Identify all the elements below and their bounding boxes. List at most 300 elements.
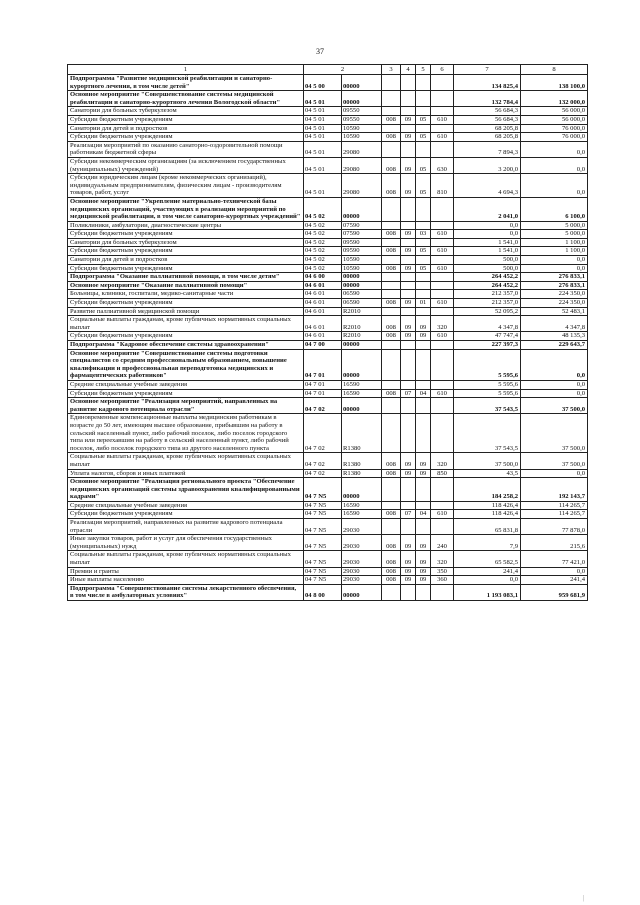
cell-name: Социальные выплаты гражданам, кроме публичных нормативных социальных выплат: [68, 316, 304, 332]
cell-section: 09: [401, 453, 416, 469]
table-row: [68, 551, 588, 567]
table-row: [68, 91, 588, 107]
cell-subsection: 03: [416, 230, 431, 239]
cell-amount-2022: 0,0: [521, 380, 588, 389]
cell-grbs: 008: [382, 299, 401, 308]
cell-subsection: [416, 414, 431, 453]
cell-expense-type: [431, 501, 454, 510]
cell-expense-type: [431, 107, 454, 116]
cell-section: [401, 341, 416, 350]
table-row: [68, 332, 588, 341]
cell-amount-2021: 4 694,3: [454, 174, 521, 198]
cell-amount-2021: 1 541,0: [454, 238, 521, 247]
table-row: [68, 510, 588, 519]
cell-expense-type: [431, 398, 454, 414]
cell-expense-type: [431, 197, 454, 221]
cell-expense-type: [431, 238, 454, 247]
cell-amount-2021: 1 193 083,1: [454, 584, 521, 600]
cell-amount-2022: 5 000,0: [521, 230, 588, 239]
cell-direction-code: 29030: [342, 576, 382, 585]
cell-amount-2022: 959 681,9: [521, 584, 588, 600]
cell-name: Реализация мероприятий, направленных на развитие кадрового потенциала отрасли: [68, 519, 304, 535]
cell-program-code: 04 7 01: [304, 389, 342, 398]
cell-program-code: 04 5 02: [304, 197, 342, 221]
cell-section: 09: [401, 115, 416, 124]
cell-section: [401, 398, 416, 414]
cell-direction-code: 29080: [342, 157, 382, 173]
cell-amount-2021: 264 452,2: [454, 281, 521, 290]
cell-name: Подпрограмма "Кадровое обеспечение системы здравоохранения": [68, 341, 304, 350]
cell-section: 09: [401, 299, 416, 308]
table-row: [68, 414, 588, 453]
cell-program-code: 04 6 00: [304, 273, 342, 282]
header-cell: 1: [68, 65, 304, 75]
cell-amount-2022: 0,0: [521, 174, 588, 198]
cell-section: 09: [401, 535, 416, 551]
cell-direction-code: 00000: [342, 478, 382, 502]
table-row: [68, 197, 588, 221]
cell-amount-2021: 264 452,2: [454, 273, 521, 282]
header-cell: 4: [401, 65, 416, 75]
cell-section: [401, 519, 416, 535]
cell-amount-2021: 56 684,3: [454, 107, 521, 116]
cell-name: Субсидии некоммерческим организациям (за исключением государственных (муниципальных) учреждений): [68, 157, 304, 173]
cell-amount-2021: 0,0: [454, 576, 521, 585]
cell-expense-type: 240: [431, 535, 454, 551]
cell-direction-code: 29080: [342, 141, 382, 157]
cell-amount-2022: 37 500,0: [521, 453, 588, 469]
cell-amount-2022: 229 643,7: [521, 341, 588, 350]
table-row: [68, 535, 588, 551]
cell-program-code: 04 7 00: [304, 341, 342, 350]
cell-program-code: 04 7 01: [304, 380, 342, 389]
table-row: [68, 478, 588, 502]
cell-program-code: 04 6 01: [304, 316, 342, 332]
cell-direction-code: 00000: [342, 341, 382, 350]
cell-amount-2021: 56 684,3: [454, 115, 521, 124]
cell-program-code: 04 5 01: [304, 157, 342, 173]
cell-section: [401, 124, 416, 133]
cell-section: [401, 380, 416, 389]
cell-name: Основное мероприятие "Совершенствование системы медицинской реабилитации и санаторно-курортного лечения Вологодской области": [68, 91, 304, 107]
table-row: [68, 349, 588, 380]
cell-amount-2021: 134 825,4: [454, 75, 521, 91]
cell-amount-2021: 132 784,4: [454, 91, 521, 107]
cell-amount-2022: 114 265,7: [521, 501, 588, 510]
cell-direction-code: R1380: [342, 469, 382, 478]
cell-amount-2022: 276 833,1: [521, 281, 588, 290]
cell-grbs: [382, 341, 401, 350]
cell-name: Субсидии бюджетным учреждениям: [68, 510, 304, 519]
cell-name: Развитие паллиативной медицинской помощи: [68, 307, 304, 316]
cell-name: Социальные выплаты гражданам, кроме публичных нормативных социальных выплат: [68, 453, 304, 469]
cell-amount-2021: 7 894,3: [454, 141, 521, 157]
cell-program-code: 04 5 01: [304, 115, 342, 124]
cell-grbs: [382, 307, 401, 316]
cell-grbs: 008: [382, 535, 401, 551]
cell-amount-2022: 76 000,0: [521, 133, 588, 142]
table-row: [68, 316, 588, 332]
cell-amount-2021: 3 200,0: [454, 157, 521, 173]
cell-expense-type: 320: [431, 551, 454, 567]
cell-direction-code: 06590: [342, 290, 382, 299]
cell-section: 09: [401, 567, 416, 576]
cell-name: Реализация мероприятий по оказанию санаторно-оздоровительной помощи работникам бюджетной сферы: [68, 141, 304, 157]
cell-program-code: 04 7 N5: [304, 576, 342, 585]
cell-subsection: 05: [416, 247, 431, 256]
cell-grbs: [382, 290, 401, 299]
cell-amount-2021: 7,9: [454, 535, 521, 551]
cell-program-code: 04 5 02: [304, 264, 342, 273]
cell-expense-type: 610: [431, 230, 454, 239]
cell-grbs: [382, 75, 401, 91]
cell-direction-code: 16590: [342, 501, 382, 510]
cell-subsection: [416, 478, 431, 502]
cell-name: Основное мероприятие "Оказание паллиативной помощи": [68, 281, 304, 290]
cell-program-code: 04 7 N5: [304, 519, 342, 535]
cell-amount-2022: 0,0: [521, 141, 588, 157]
cell-amount-2021: 241,4: [454, 567, 521, 576]
cell-name: Больницы, клиники, госпитали, медико-санитарные части: [68, 290, 304, 299]
cell-subsection: [416, 197, 431, 221]
cell-name: Уплата налогов, сборов и иных платежей: [68, 469, 304, 478]
cell-section: [401, 414, 416, 453]
cell-program-code: 04 5 01: [304, 133, 342, 142]
cell-expense-type: [431, 349, 454, 380]
cell-grbs: 008: [382, 230, 401, 239]
cell-grbs: [382, 584, 401, 600]
cell-section: [401, 221, 416, 230]
cell-name: Субсидии бюджетным учреждениям: [68, 247, 304, 256]
cell-direction-code: 00000: [342, 197, 382, 221]
cell-direction-code: 06590: [342, 299, 382, 308]
cell-subsection: [416, 238, 431, 247]
cell-expense-type: [431, 256, 454, 265]
cell-expense-type: [431, 584, 454, 600]
cell-expense-type: 610: [431, 389, 454, 398]
cell-amount-2021: 65 582,5: [454, 551, 521, 567]
cell-amount-2022: 77 421,0: [521, 551, 588, 567]
cell-direction-code: 07590: [342, 230, 382, 239]
cell-section: [401, 107, 416, 116]
cell-amount-2022: 215,6: [521, 535, 588, 551]
cell-program-code: 04 5 00: [304, 75, 342, 91]
cell-grbs: [382, 273, 401, 282]
cell-name: Премии и гранты: [68, 567, 304, 576]
cell-amount-2021: 227 397,3: [454, 341, 521, 350]
cell-amount-2022: 0,0: [521, 256, 588, 265]
cell-program-code: 04 5 02: [304, 256, 342, 265]
cell-direction-code: 00000: [342, 75, 382, 91]
cell-program-code: 04 6 01: [304, 307, 342, 316]
cell-amount-2021: 500,0: [454, 256, 521, 265]
cell-direction-code: 29080: [342, 174, 382, 198]
cell-amount-2022: 37 500,0: [521, 414, 588, 453]
cell-direction-code: 09590: [342, 238, 382, 247]
cell-program-code: 04 5 02: [304, 247, 342, 256]
cell-grbs: [382, 221, 401, 230]
cell-subsection: 09: [416, 453, 431, 469]
cell-subsection: [416, 107, 431, 116]
cell-grbs: 008: [382, 469, 401, 478]
cell-grbs: [382, 414, 401, 453]
cell-amount-2022: 48 135,3: [521, 332, 588, 341]
cell-section: [401, 478, 416, 502]
cell-name: Иные выплаты населению: [68, 576, 304, 585]
cell-amount-2022: 0,0: [521, 264, 588, 273]
header-cell: 6: [431, 65, 454, 75]
cell-amount-2021: 68 205,8: [454, 124, 521, 133]
cell-direction-code: 16590: [342, 380, 382, 389]
cell-direction-code: 10590: [342, 133, 382, 142]
cell-amount-2022: 241,4: [521, 576, 588, 585]
table-row: [68, 256, 588, 265]
cell-amount-2022: 0,0: [521, 157, 588, 173]
cell-section: 07: [401, 510, 416, 519]
table-row: [68, 281, 588, 290]
cell-section: [401, 273, 416, 282]
cell-section: 09: [401, 230, 416, 239]
cell-name: Субсидии бюджетным учреждениям: [68, 332, 304, 341]
cell-subsection: 01: [416, 299, 431, 308]
cell-amount-2021: 37 543,5: [454, 414, 521, 453]
cell-section: [401, 75, 416, 91]
table-row: [68, 264, 588, 273]
cell-direction-code: 29030: [342, 519, 382, 535]
cell-amount-2022: 56 000,0: [521, 107, 588, 116]
cell-section: 07: [401, 389, 416, 398]
cell-name: Субсидии юридическим лицам (кроме некоммерческих организаций), индивидуальным предпринимателям, физическим лицам - производителям товаров, работ, услуг: [68, 174, 304, 198]
cell-expense-type: [431, 478, 454, 502]
cell-name: Санатории для больных туберкулезом: [68, 107, 304, 116]
cell-subsection: 09: [416, 551, 431, 567]
cell-section: [401, 349, 416, 380]
cell-grbs: [382, 519, 401, 535]
cell-amount-2022: 1 100,0: [521, 238, 588, 247]
cell-subsection: 05: [416, 264, 431, 273]
cell-direction-code: 00000: [342, 91, 382, 107]
header-cell: 8: [521, 65, 588, 75]
table-row: [68, 576, 588, 585]
cell-direction-code: R1380: [342, 414, 382, 453]
cell-subsection: [416, 281, 431, 290]
cell-name: Основное мероприятие "Реализация мероприятий, направленных на развитие кадрового потенциала отрасли": [68, 398, 304, 414]
cell-grbs: [382, 91, 401, 107]
cell-subsection: [416, 380, 431, 389]
header-cell: 5: [416, 65, 431, 75]
cell-subsection: [416, 501, 431, 510]
cell-direction-code: 29030: [342, 551, 382, 567]
cell-name: Субсидии бюджетным учреждениям: [68, 264, 304, 273]
cell-direction-code: 09590: [342, 247, 382, 256]
cell-program-code: 04 6 01: [304, 299, 342, 308]
cell-amount-2022: 224 350,0: [521, 290, 588, 299]
cell-name: Социальные выплаты гражданам, кроме публичных нормативных социальных выплат: [68, 551, 304, 567]
cell-direction-code: 00000: [342, 398, 382, 414]
cell-subsection: [416, 141, 431, 157]
cell-amount-2021: 500,0: [454, 264, 521, 273]
table-row: [68, 221, 588, 230]
cell-amount-2021: 184 258,2: [454, 478, 521, 502]
cell-amount-2021: 37 500,0: [454, 453, 521, 469]
cell-amount-2021: 37 543,5: [454, 398, 521, 414]
cell-expense-type: 630: [431, 157, 454, 173]
header-cell: 3: [382, 65, 401, 75]
cell-expense-type: 610: [431, 264, 454, 273]
cell-subsection: [416, 349, 431, 380]
cell-amount-2021: 5 595,6: [454, 349, 521, 380]
cell-grbs: [382, 349, 401, 380]
cell-program-code: 04 7 01: [304, 349, 342, 380]
cell-subsection: [416, 519, 431, 535]
cell-name: Поликлиники, амбулатории, диагностические центры: [68, 221, 304, 230]
cell-program-code: 04 6 01: [304, 281, 342, 290]
cell-amount-2021: 68 205,8: [454, 133, 521, 142]
cell-grbs: 008: [382, 264, 401, 273]
cell-grbs: [382, 398, 401, 414]
cell-section: 09: [401, 174, 416, 198]
cell-expense-type: 850: [431, 469, 454, 478]
cell-grbs: [382, 238, 401, 247]
cell-program-code: 04 5 01: [304, 174, 342, 198]
table-row: [68, 519, 588, 535]
cell-grbs: 008: [382, 576, 401, 585]
cell-program-code: 04 6 01: [304, 332, 342, 341]
cell-grbs: [382, 124, 401, 133]
cell-subsection: [416, 273, 431, 282]
cell-section: [401, 141, 416, 157]
cell-grbs: 008: [382, 133, 401, 142]
cell-expense-type: 610: [431, 115, 454, 124]
cell-amount-2022: 1 100,0: [521, 247, 588, 256]
cell-section: [401, 307, 416, 316]
table-row: [68, 75, 588, 91]
cell-section: [401, 281, 416, 290]
cell-program-code: 04 5 01: [304, 91, 342, 107]
cell-expense-type: [431, 380, 454, 389]
cell-grbs: [382, 197, 401, 221]
table-row: [68, 584, 588, 600]
cell-section: 09: [401, 332, 416, 341]
cell-name: Субсидии бюджетным учреждениям: [68, 115, 304, 124]
cell-expense-type: 610: [431, 299, 454, 308]
cell-name: Подпрограмма "Оказание паллиативной помощи, в том числе детям": [68, 273, 304, 282]
cell-expense-type: [431, 273, 454, 282]
cell-amount-2022: 77 878,0: [521, 519, 588, 535]
cell-amount-2021: 1 541,0: [454, 247, 521, 256]
cell-subsection: [416, 124, 431, 133]
cell-subsection: 09: [416, 469, 431, 478]
cell-amount-2022: 37 500,0: [521, 398, 588, 414]
header-cell: 7: [454, 65, 521, 75]
table-row: [68, 247, 588, 256]
table-row: [68, 389, 588, 398]
cell-program-code: 04 5 02: [304, 238, 342, 247]
cell-amount-2022: 76 000,0: [521, 124, 588, 133]
cell-expense-type: [431, 281, 454, 290]
cell-subsection: 09: [416, 535, 431, 551]
cell-name: Санатории для больных туберкулезом: [68, 238, 304, 247]
header-cell: 2: [304, 65, 382, 75]
cell-amount-2022: 114 265,7: [521, 510, 588, 519]
table-row: [68, 398, 588, 414]
cell-name: Средние специальные учебные заведения: [68, 380, 304, 389]
cell-amount-2022: 5 000,0: [521, 221, 588, 230]
table-row: [68, 567, 588, 576]
table-row: [68, 380, 588, 389]
cell-grbs: [382, 281, 401, 290]
cell-expense-type: [431, 341, 454, 350]
cell-subsection: 05: [416, 174, 431, 198]
cell-expense-type: 610: [431, 247, 454, 256]
cell-expense-type: 610: [431, 133, 454, 142]
cell-name: Субсидии бюджетным учреждениям: [68, 299, 304, 308]
cell-program-code: 04 7 N5: [304, 501, 342, 510]
cell-program-code: 04 8 00: [304, 584, 342, 600]
cell-grbs: [382, 478, 401, 502]
cell-program-code: 04 5 01: [304, 141, 342, 157]
cell-program-code: 04 6 01: [304, 290, 342, 299]
cell-direction-code: 00000: [342, 273, 382, 282]
cell-amount-2021: 118 426,4: [454, 510, 521, 519]
cell-subsection: [416, 290, 431, 299]
cell-subsection: 05: [416, 115, 431, 124]
cell-name: Субсидии бюджетным учреждениям: [68, 389, 304, 398]
cell-expense-type: [431, 221, 454, 230]
table-row: [68, 107, 588, 116]
cell-amount-2022: 224 350,0: [521, 299, 588, 308]
cell-direction-code: 09550: [342, 115, 382, 124]
cell-direction-code: 10590: [342, 264, 382, 273]
cell-name: Основное мероприятие "Реализация регионального проекта "Обеспечение медицинских организаций системы здравоохранения квалифицированными кадрами": [68, 478, 304, 502]
cell-section: 09: [401, 264, 416, 273]
cell-section: 09: [401, 469, 416, 478]
cell-name: Средние специальные учебные заведения: [68, 501, 304, 510]
cell-section: [401, 238, 416, 247]
table-row: [68, 157, 588, 173]
header-row: [68, 65, 588, 75]
cell-expense-type: [431, 290, 454, 299]
cell-subsection: 04: [416, 510, 431, 519]
cell-direction-code: 10590: [342, 124, 382, 133]
table-row: [68, 133, 588, 142]
table-row: [68, 307, 588, 316]
cell-amount-2022: 0,0: [521, 349, 588, 380]
cell-amount-2022: 0,0: [521, 567, 588, 576]
cell-section: [401, 256, 416, 265]
cell-amount-2021: 0,0: [454, 230, 521, 239]
cell-subsection: 05: [416, 157, 431, 173]
cell-name: Субсидии бюджетным учреждениям: [68, 230, 304, 239]
cell-subsection: [416, 584, 431, 600]
cell-amount-2022: 6 100,0: [521, 197, 588, 221]
cell-name: Подпрограмма "Развитие медицинской реабилитации и санаторно-курортного лечения, в том числе детей": [68, 75, 304, 91]
cell-section: 09: [401, 247, 416, 256]
cell-section: 09: [401, 576, 416, 585]
cell-amount-2021: 118 426,4: [454, 501, 521, 510]
cell-subsection: [416, 307, 431, 316]
cell-direction-code: R2010: [342, 316, 382, 332]
budget-table: [67, 64, 588, 601]
cell-expense-type: [431, 414, 454, 453]
cell-section: [401, 197, 416, 221]
cell-amount-2021: 43,5: [454, 469, 521, 478]
cell-section: 09: [401, 551, 416, 567]
cell-grbs: 008: [382, 247, 401, 256]
cell-amount-2021: 47 747,4: [454, 332, 521, 341]
cell-expense-type: [431, 307, 454, 316]
cell-subsection: 05: [416, 133, 431, 142]
